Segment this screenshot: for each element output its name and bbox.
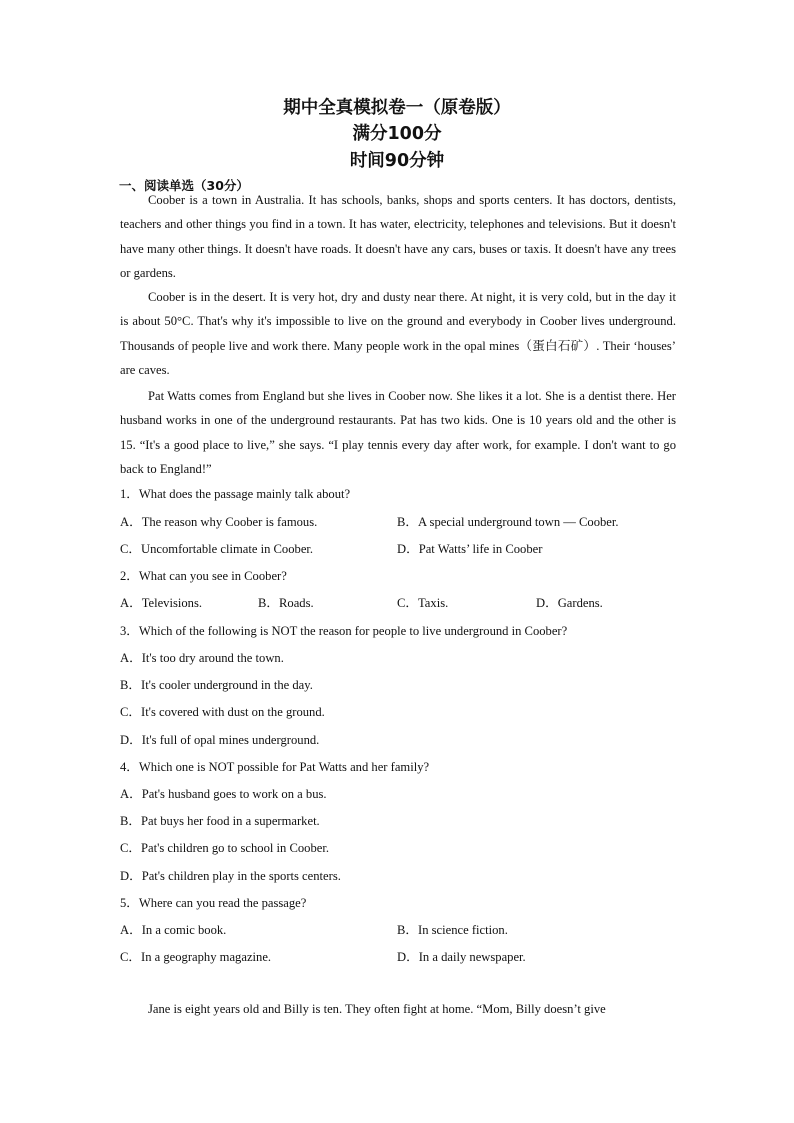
question-5-stem: 5．Where can you read the passage? (120, 896, 307, 910)
time-limit: 时间90分钟 (349, 151, 445, 171)
question-1-option-c: C．Uncomfortable climate in Coober. (120, 542, 314, 556)
question-3-option-b: B．It's cooler underground in the day. (120, 678, 313, 692)
question-5-option-a: A．In a comic book. (120, 923, 227, 937)
question-2-option-d: D．Gardens. (536, 596, 603, 610)
question-4-stem: 4．Which one is NOT possible for Pat Watts and her family? (120, 760, 430, 774)
question-3-option-c: C．It's covered with dust on the ground. (120, 705, 325, 719)
question-3-stem: 3．Which of the following is NOT the reason for people to live underground in Coober? (120, 624, 568, 638)
question-2-option-b: B．Roads. (258, 596, 314, 610)
question-2-option-c: C．Taxis. (397, 596, 449, 610)
question-2-option-a: A．Televisions. (120, 596, 203, 610)
question-1-stem: 1．What does the passage mainly talk about? (120, 487, 351, 501)
passage-1-paragraph-2: Coober is in the desert. It is very hot, dry and dusty near there. At night, it is very cold, but in the day it is about 50°C. That's why it's impossible to live on the ground and everybody in Coober lives underground. Thousands of people live and work there. Many people work in the opal mines（蛋白石矿）. Their ‘houses’ are caves. (120, 290, 676, 377)
question-4-option-b: B．Pat buys her food in a supermarket. (120, 814, 320, 828)
question-4-option-a: A．Pat's husband goes to work on a bus. (120, 787, 327, 801)
question-2-stem: 2．What can you see in Coober? (120, 569, 287, 583)
question-3-option-d: D．It's full of opal mines underground. (120, 733, 320, 747)
question-5-option-d: D．In a daily newspaper. (397, 950, 526, 964)
question-1-option-b: B．A special underground town — Coober. (397, 515, 619, 529)
question-4-option-d: D．Pat's children play in the sports centers. (120, 869, 341, 883)
question-4-option-c: C．Pat's children go to school in Coober. (120, 841, 330, 855)
question-1-option-a: A．The reason why Coober is famous. (120, 515, 318, 529)
question-1-option-d: D．Pat Watts’ life in Coober (397, 542, 543, 556)
passage-1-paragraph-1: Coober is a town in Australia. It has schools, banks, shops and sports centers. It has doctors, dentists, teachers and other things you find in a town. It has water, electricity, telephones and televisions. But it doesn't have many other things. It doesn't have roads. It doesn't have any cars, buses or taxis. It doesn't have any trees or gardens. (120, 193, 676, 280)
question-3-option-a: A．It's too dry around the town. (120, 651, 284, 665)
question-5-option-c: C．In a geography magazine. (120, 950, 272, 964)
section-heading: 一、阅读单选（30分） (119, 178, 249, 193)
passage-1-paragraph-3: Pat Watts comes from England but she lives in Coober now. She likes it a lot. She is a dentist there. Her husband works in one of the underground restaurants. Pat has two kids. One is 10 years old and the other is 15. “It's a good place to live,” she says. “I play tennis every day after work, for example. I don't want to go back to England!” (120, 389, 676, 476)
question-5-option-b: B．In science fiction. (397, 923, 508, 937)
full-score: 满分100分 (352, 124, 442, 144)
passage-2-first-line: Jane is eight years old and Billy is ten. They often fight at home. “Mom, Billy doesn’t give (148, 1002, 606, 1016)
exam-title: 期中全真模拟卷一（原卷版） (283, 98, 511, 118)
